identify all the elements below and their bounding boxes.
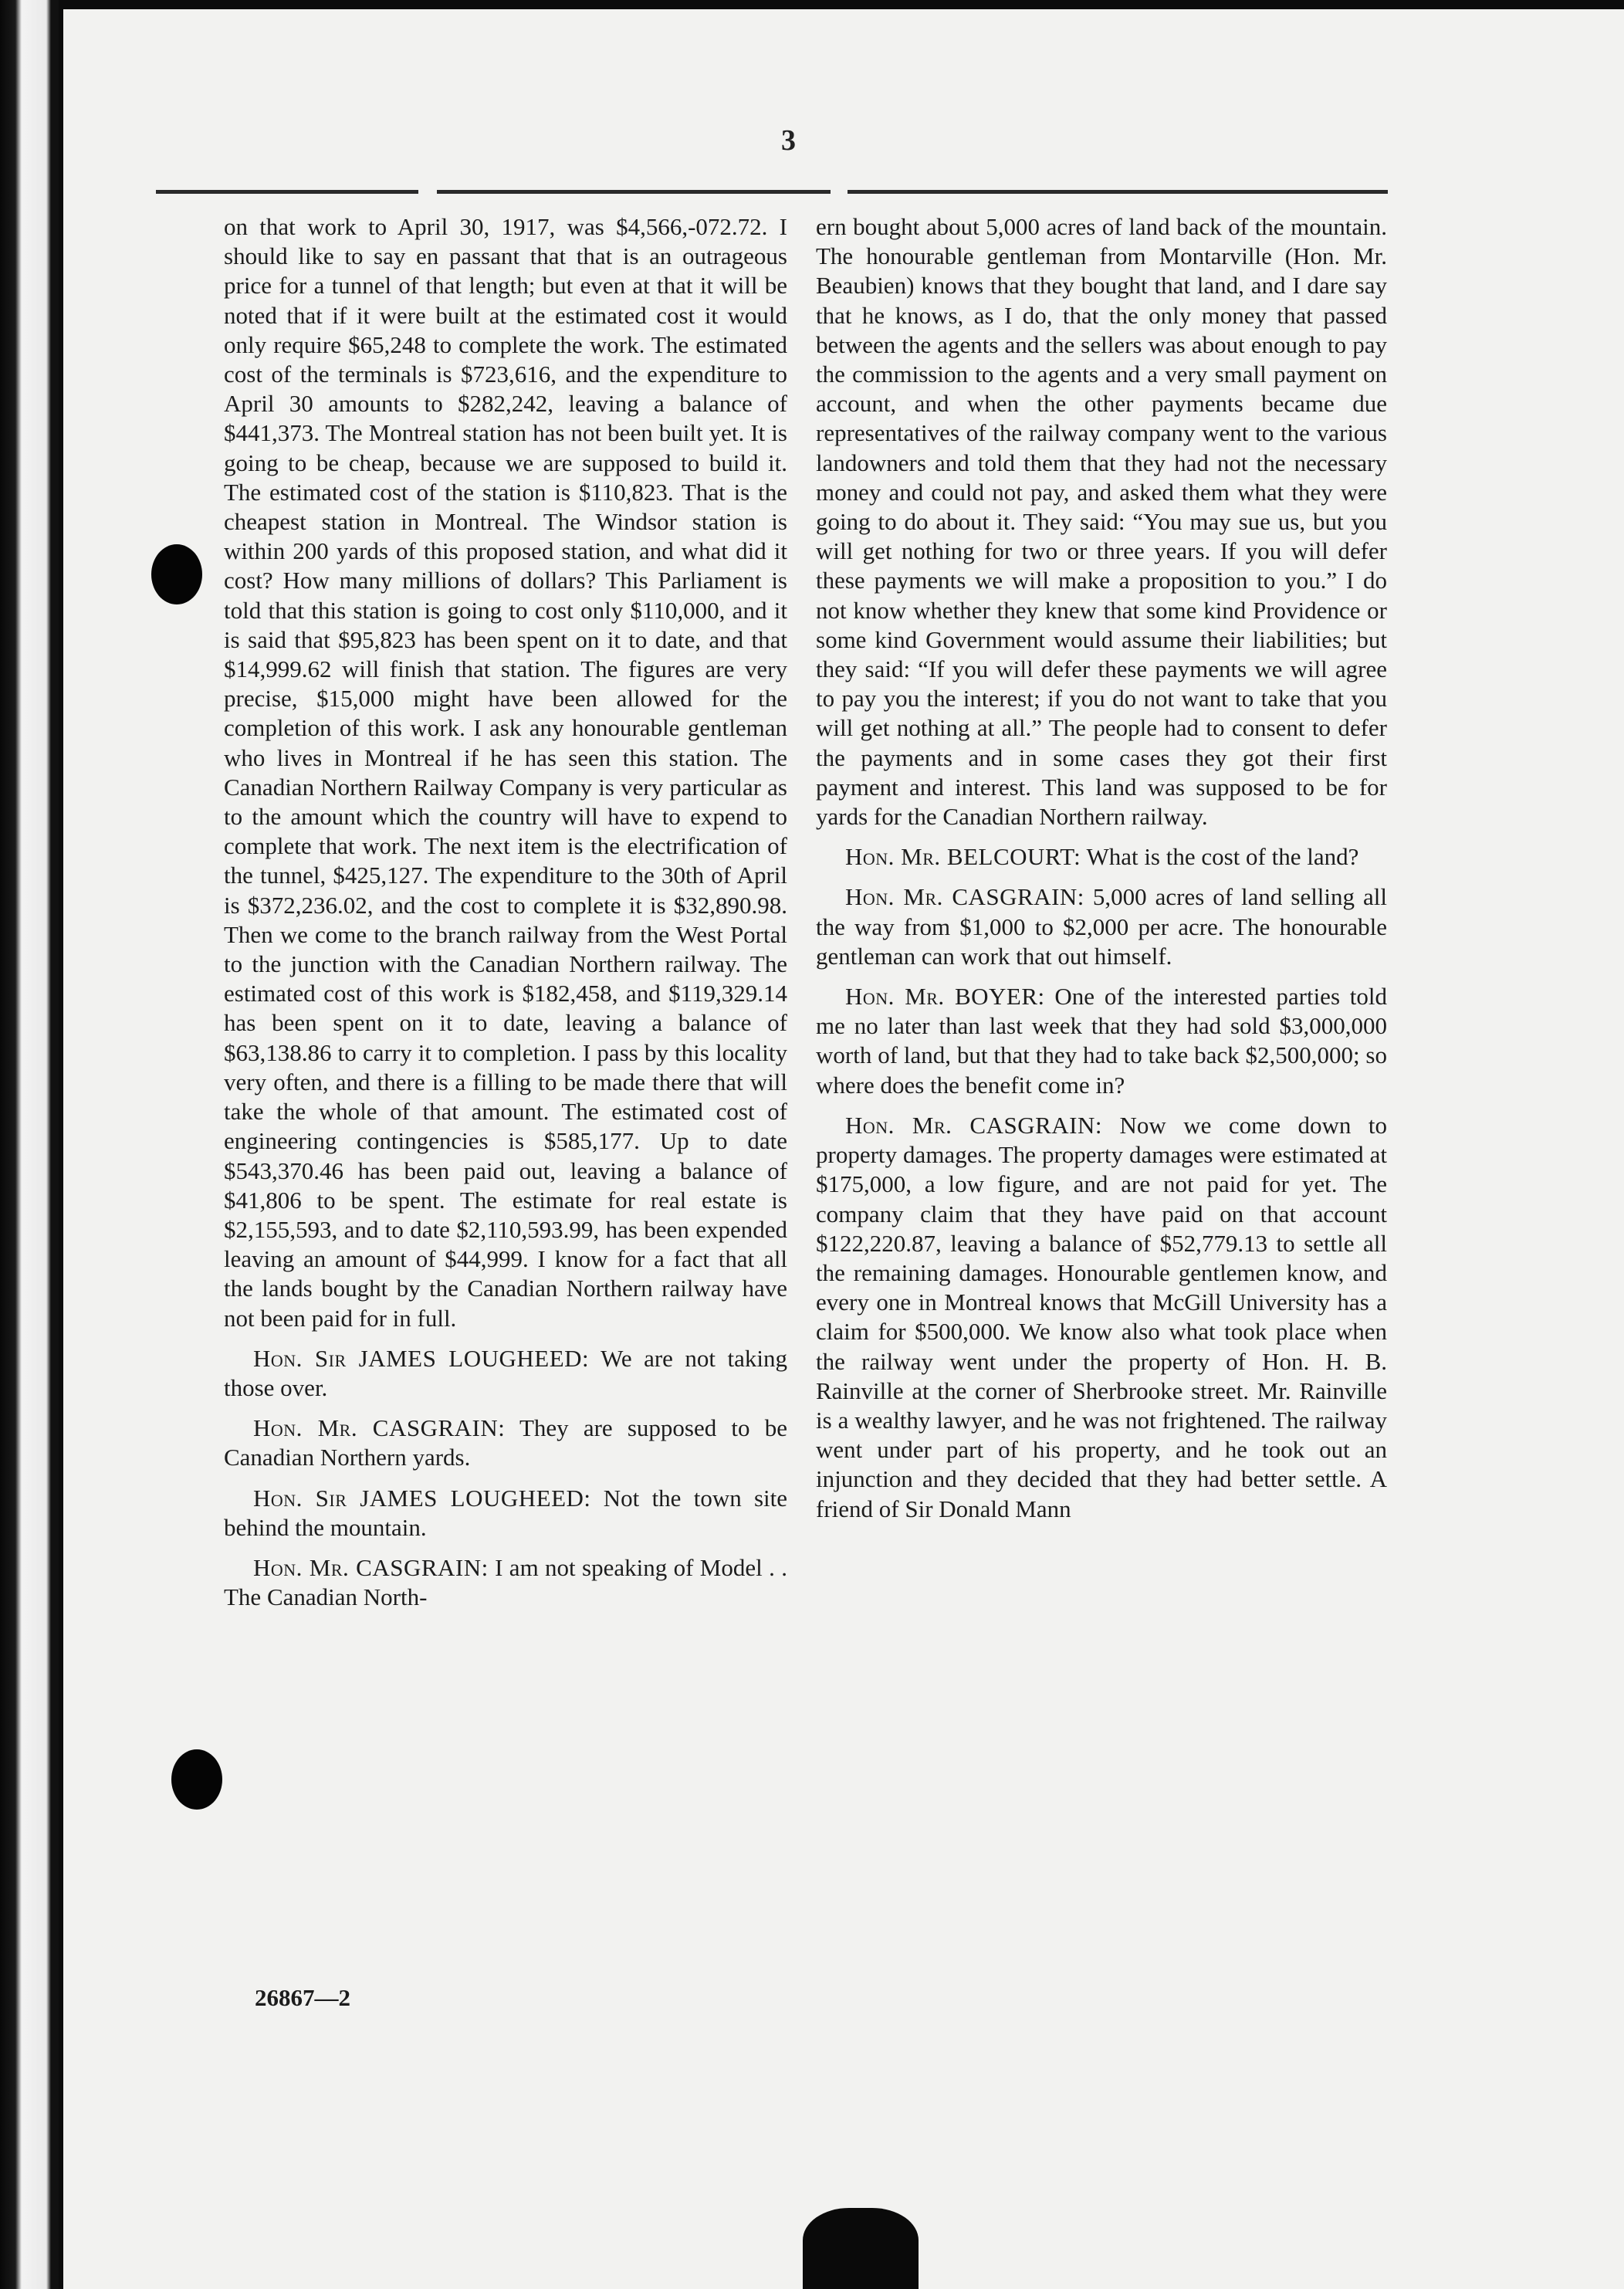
header-rule-middle bbox=[437, 190, 831, 194]
paragraph bbox=[816, 982, 1387, 1100]
paragraph bbox=[224, 1484, 787, 1542]
paragraph-text: We are not taking those over. bbox=[224, 1344, 787, 1401]
speaker-name: Hon. Mr. CASGRAIN: bbox=[253, 1553, 489, 1581]
paragraph bbox=[224, 1553, 787, 1612]
paragraph bbox=[816, 842, 1387, 872]
speaker-name: Hon. Mr. CASGRAIN: bbox=[845, 1111, 1102, 1139]
paragraph-text: ern bought about 5,000 acres of land back of the mountain. The honourable gentleman from Montarville (Hon. Mr. Beaubien) knows that they bought that land, and I dare say that he knows, as I do, that the only money that passed between the agents and the sellers was about enough to pay the commission to the agents and a very small payment on account, and when the other payments became due representatives of the railway company went to the various landowners and told them that they had not the necessary money and could not pay, and asked them what they were going to do about it. They said: “You may sue us, but you will get nothing for two or three years. If you will defer these payments we will make a proposition to you.” I do not know whether they knew that some kind Providence or some kind Government would assume their liabilities; but they said: “If you will defer these payments we will agree to pay you the interest; if you do not want to take that you will get nothing at all.” The people had to consent to defer the payments and in some cases they got their first payment and interest. This land was supposed to be for yards for the Canadian Northern railway. bbox=[816, 213, 1387, 831]
left-column bbox=[224, 212, 787, 1623]
paragraph bbox=[224, 1414, 787, 1472]
speaker-name: Hon. Sir JAMES LOUGHEED: bbox=[253, 1344, 590, 1372]
footer-code: 26867—2 bbox=[255, 1984, 350, 2011]
paragraph bbox=[224, 1344, 787, 1403]
speaker-name: Hon. Mr. CASGRAIN: bbox=[845, 883, 1084, 911]
header-rule-left bbox=[156, 190, 418, 194]
paragraph-text: I am not speaking of Model . . The Canadian North- bbox=[224, 1553, 787, 1611]
paragraph-text: One of the interested parties told me no later than last week that they had sold $3,000,000 worth of land, but that they had to take back $2,500,000; so where does the benefit come in? bbox=[816, 983, 1388, 1099]
speaker-name: Hon. Mr. BELCOURT: bbox=[845, 843, 1081, 871]
paragraph-text: Not the town site behind the mountain. bbox=[224, 1484, 788, 1541]
right-column bbox=[816, 212, 1387, 1535]
scan-page-edge bbox=[0, 0, 59, 2289]
speaker-name: Hon. Sir JAMES LOUGHEED: bbox=[253, 1484, 591, 1512]
paragraph bbox=[816, 1111, 1387, 1524]
paragraph bbox=[224, 212, 787, 1333]
paragraph-text: on that work to April 30, 1917, was $4,566,-072.72. I should like to say en passant that that is an outrageous price for a tunnel of that length; but even at that it will be noted that if it were built at the estimated cost it would only require $65,248 to complete the work. The estimated cost of the terminals is $723,616, and the expenditure to April 30 amounts to $282,242, leaving a balance of $441,373. The Montreal station has not been built yet. It is going to be cheap, because we are supposed to build it. The estimated cost of the station is $110,823. That is the cheapest station in Montreal. The Windsor station is within 200 yards of this proposed station, and what did it cost? How many millions of dollars? This Parliament is told that this station is going to cost only $110,000, and it is said that $95,823 has been spent on it to date, and that $14,999.62 will finish that station. The figures are very precise, $15,000 might have been allowed for the completion of this work. I ask any honourable gentleman who lives in Montreal if he has seen this station. The Canadian Northern Railway Company is very particular as to the amount which the country will have to expend to complete that work. The next item is the electrification of the tunnel, $425,127. The expenditure to the 30th of April is $372,236.02, and the cost to complete it is $32,890.98. Then we come to the branch railway from the West Portal to the junction with the Canadian Northern railway. The estimated cost of this work is $182,458, and $119,329.14 has been spent on it to date, leaving a balance of $63,138.86 to carry it to completion. I pass by this locality very often, and there is a filling to be made there that will take the whole of that amount. The estimated cost of engineering contingencies is $585,177. Up to date $543,370.46 has been paid out, leaving a balance of $41,806 to be spent. The estimate for real estate is $2,155,593, and to date $2,110,593.99, has been expended leaving an amount of $44,999. I know for a fact that all the lands bought by the Canadian Northern railway have not been paid for in full. bbox=[224, 213, 787, 1332]
paragraph bbox=[816, 882, 1387, 971]
paragraph-text: They are supposed to be Canadian Northern yards. bbox=[224, 1414, 787, 1471]
header-rule-right bbox=[848, 190, 1388, 194]
paragraph bbox=[816, 212, 1387, 831]
paragraph-text: 5,000 acres of land selling all the way from $1,000 to $2,000 per acre. The honourable gentleman can work that out himself. bbox=[816, 883, 1387, 970]
paragraph-text: Now we come down to property damages. The property damages were estimated at $175,000, a low figure, and are not paid for yet. The company claim that they have paid on that account $122,220.87, leaving a balance of $52,779.13 to settle all the remaining damages. Honourable gentlemen know, and every one in Montreal knows that McGill University has a claim for $500,000. We know also what took place when the railway went under the property of Hon. H. B. Rainville at the corner of Sherbrooke street. Mr. Rainville is a wealthy lawyer, and he was not frightened. The railway went under part of his property, and he took out an injunction and they decided that they had better settle. A friend of Sir Donald Mann bbox=[816, 1111, 1387, 1522]
page-number: 3 bbox=[781, 124, 796, 157]
speaker-name: Hon. Mr. CASGRAIN: bbox=[253, 1414, 506, 1442]
paragraph-text: What is the cost of the land? bbox=[1086, 843, 1359, 871]
speaker-name: Hon. Mr. BOYER: bbox=[845, 983, 1045, 1011]
scan-bottom-shadow bbox=[803, 2208, 919, 2289]
punch-hole-bottom bbox=[171, 1749, 222, 1810]
punch-hole-top bbox=[151, 544, 202, 604]
